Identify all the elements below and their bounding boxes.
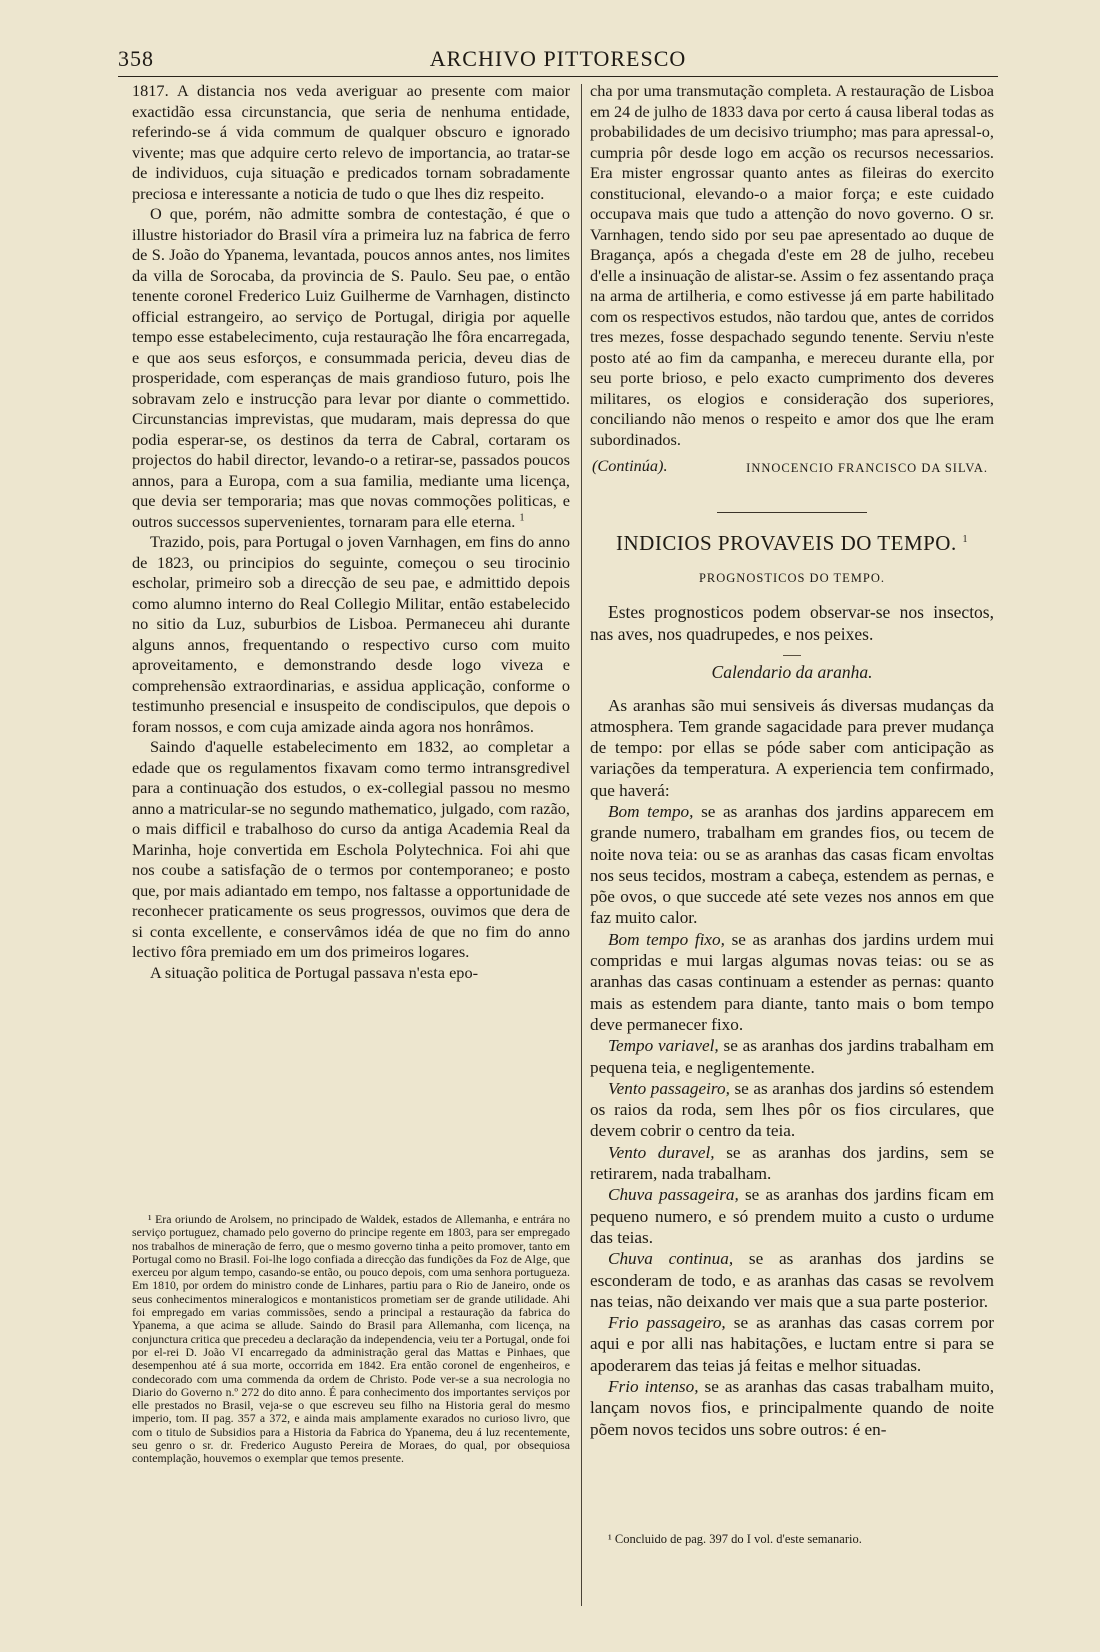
entry-term: Vento duravel, — [608, 1142, 715, 1162]
entry-text: se as aranhas das casas trabalham muito, lançam novos fios, e principalmente quando de noite põem novos tecidos uns sobre outros: é en- — [590, 1377, 994, 1439]
entry-text: se as aranhas dos jardins urdem mui compridas e mui largas algumas novas teias: ou se as aranhas das casas continuam a estender as pernas: quanto mais as estendem para diante, tanto mais o bom tempo deve permanecer fixo. — [590, 929, 994, 1034]
paragraph-text: O que, porém, não admitte sombra de contestação, é que o illustre historiador do Brasil víra a primeira luz na fabrica de ferro de S. João do Ypanema, levantada, poucos annos antes, nos limites da villa de Sorocaba, da provincia de S. Paulo. Seu pae, o então tenente coronel Frederico Luiz Guilherme de Varnhagen, distincto official estrangeiro, ao serviço de Portugal, dirigia por aquelle tempo esse estabelecimento, cuja restauração lhe fôra encarregada, e que aos seus esforços, e consummada pericia, deveu dias de prosperidade, com esperanças de mais grandioso futuro, pois lhe sobravam zelo e instrucção para levar por diante o commettido. Circunstancias imprevistas, que mudaram, mais depressa do que podia esperar-se, os destinos da terra de Cabral, cortaram os projectos do habil director, levando-o a retirar-se, passados poucos annos, para a Europa, com a sua familia, mediante uma licença, que devia ser temporaria; mas que novas commoções politicas, e outros successos supervenientes, tornaram para elle eterna. — [132, 204, 570, 531]
section-subtitle: PROGNOSTICOS DO TEMPO. — [698, 570, 886, 585]
entry-text: se as aranhas dos jardins, sem se retirarem, nada trabalham. — [590, 1142, 995, 1184]
running-head: ARCHIVO PITTORESCO — [429, 46, 687, 71]
signature-row — [590, 456, 994, 478]
entry-term: Chuva passageira, — [608, 1185, 739, 1205]
weather-entry — [590, 1035, 994, 1078]
calendar-title: Calendario da aranha. — [711, 662, 873, 682]
right-column — [590, 81, 994, 1440]
weather-entry — [590, 801, 994, 929]
section-title — [590, 533, 994, 554]
weather-entry — [590, 1184, 994, 1248]
entry-text: se as aranhas dos jardins trabalham em pequena teia, e negligentemente. — [590, 1036, 994, 1077]
paragraph: cha por uma transmutação completa. A restauração de Lisboa em 24 de julho de 1833 dava por certo á causa liberal todas as probabilidades de um decisivo triumpho; mas para apressal-o, cumpria pôr desde logo em acção os recursos necessarios. Era mister engrossar quanto antes as fileiras do exercito constitucional, elevando-o a maior força; e este cuidado occupava mais que tudo a attenção do novo governo. O sr. Varnhagen, tendo sido por seu pae apresentado ao duque de Bragança, após a chegada d'este em 28 de julho, recebeu d'elle a insinuação de alistar-se. Assim o fez assentando praça na arma de artilheria, e como estivesse já em parte habilitado com os respectivos estudos, não tardou que, antes de corridos tres mezes, fosse despachado segundo tenente. Serviu n'este posto até ao fim da campanha, e mereceu durante ella, por seu porte brioso, e pelo exacto cumprimento dos deveres militares, os elogios e consideração dos superiores, conciliando não menos o respeito e amor dos que lhe eram subordinados. — [590, 81, 994, 449]
weather-entry — [590, 1312, 994, 1376]
paragraph: 1817. A distancia nos veda averiguar ao presente com maior exactidão essa circunstancia, que seria de nenhuma entidade, referindo-se á vida commum de qualquer obscuro e ignorado vivente; mas que adquire certo relevo de importancia, ao tratar-se de individuos, cuja situação e predicados tornam sobradamente preciosa e interessante a noticia de tudo o que lhes diz respeito. — [132, 81, 570, 203]
lead-paragraph: Estes prognosticos podem observar-se nos insectos, nas aves, nos quadrupedes, e nos peixes. — [590, 602, 994, 644]
section-divider — [717, 512, 867, 513]
column-divider — [581, 84, 582, 1606]
paragraph: Trazido, pois, para Portugal o joven Varnhagen, em fins do anno de 1823, ou principios do seguinte, começou o seu tirocinio escholar, primeiro sob a direcção de seu pae, e admittido depois como alumno interno do Real Collegio Militar, então estabelecido no sitio da Luz, suburbios de Lisboa. Permaneceu ahi durante alguns annos, frequentando o respectivo curso com muito aproveitamento, e demonstrando desde logo viveza e comprehensão extraordinarias, e assidua applicação, conforme o testimunho presencial e insuspeito de condiscipulos, que depois o foram nossos, e com cuja amizade ainda agora nos honrâmos. — [132, 532, 570, 736]
entry-text: se as aranhas dos jardins apparecem em grande numero, trabalham em grandes fios, ou tecem de noite nova teia: ou se as aranhas das casas ficam envoltas nos seus tecidos, mostram a cabeça, estendem as pernas, e põe ovos, o que succede até sete vezes nos annos em que faz muito calor. — [590, 801, 994, 928]
weather-entry — [590, 1078, 994, 1142]
footnote-text: ¹ Era oriundo de Arolsem, no principado de Waldek, estados de Allemanha, e entrára no serviço portuguez, chamado pelo governo do principe regente em 1803, para ser empregado nos trabalhos de mineração de ferro, que o mesmo governo tinha a peito promover, tanto em Portugal como no Brasil. Foi-lhe logo confiada a direcção das fundições da Foz de Alge, que exerceu por algum tempo, casando-se então, ou pouco depois, com uma senhora portugueza. Em 1810, por ordem do ministro conde de Linhares, partiu para o Rio de Janeiro, onde os seus conhecimentos mineralogicos e montanisticos prometiam ser de grande utilidade. Ahi foi empregado em varias commissões, sendo a principal a restauração da fabrica do Ypanema, a que acima se allude. Saindo do Brasil para Allemanha, com licença, na conjunctura critica que precedeu a declaração da independencia, veiu ter a Portugal, onde foi por el-rei D. João VI encarregado da administração geral das Mattas e Pinhaes, que desempenhou até á sua morte, occorrida em 1842. Era então coronel de engenheiros, e condecorado com uma commenda da ordem de Christo. Pode ver-se a sua necrologia no Diario do Governo n.º 272 do dito anno. É para conhecimento dos importantes serviços por elle prestados no Brasil, veja-se o que escreveu seu filho na Historia geral do mesmo imperio, tom. II pag. 357 a 372, e ainda mais amplamente exarados no curioso livro, que com o titulo de Subsidios para a Historia da Fabrica do Ypanema, deu á luz recentemente, seu genro o sr. dr. Frederico Augusto Pereira de Moraes, do qual, por obsequiosa contemplação, houvemos o exemplar que temos presente. — [132, 1212, 571, 1466]
footnote-marker: 1 — [519, 512, 525, 524]
right-footnote: ¹ Concluido de pag. 397 do I vol. d'este semanario. — [608, 1532, 862, 1546]
weather-entry — [590, 929, 994, 1035]
entry-term: Vento passageiro, — [608, 1078, 730, 1098]
paragraph — [132, 204, 570, 532]
entry-text: se as aranhas das casas correm por aqui e por alli nas habitações, e luctam entre si para se apoderarem das teias já feitas e melhor situadas. — [590, 1313, 995, 1375]
footnote-marker: 1 — [962, 534, 968, 545]
section-title-text: INDICIOS PROVAVEIS DO TEMPO. — [616, 531, 957, 555]
entry-term: Bom tempo fixo, — [608, 929, 725, 949]
short-rule — [783, 655, 801, 656]
entry-text: se as aranhas dos jardins só estendem os raios da roda, sem lhes pôr os fios circulares, que devem cobrir o centro da teia. — [590, 1078, 994, 1141]
left-footnote — [132, 1213, 570, 1466]
continued-label: (Continúa). — [592, 456, 668, 475]
entry-text: se as aranhas dos jardins ficam em pequeno numero, e só prendem muito a custo o urdume das teias. — [590, 1185, 994, 1247]
entry-term: Frio intenso, — [608, 1377, 699, 1396]
paragraph: Saindo d'aquelle estabelecimento em 1832, ao completar a edade que os regulamentos fixavam como termo intransgredivel para a continuação dos estudos, o ex-collegial passou no mesmo anno a matricular-se no segundo mathematico, julgado, com razão, o mais difficil e trabalhoso do curso da antiga Academia Real da Marinha, hoje convertida em Eschola Polytechnica. Foi ahi que nos coube a satisfação de o termos por contemporaneo; e posto que, por mais adiantado em tempo, nos faltasse a opportunidade de reconhecer praticamente os seus progressos, ouvimos que dera de si conta excellente, e conservâmos idéa de que no fim do anno lectivo fôra premiado em um dos primeiros logares. — [132, 737, 570, 961]
header-rule — [118, 76, 998, 77]
weather-entry — [590, 1248, 994, 1312]
weather-entry — [590, 1142, 994, 1185]
intro-paragraph: As aranhas são mui sensiveis ás diversas mudanças da atmosphera. Tem grande sagacidade para prever mudança de tempo: por ellas se póde saber com anticipação as variações da temperatura. A experiencia tem confirmado, que haverá: — [590, 695, 994, 800]
entry-term: Chuva continua, — [608, 1249, 734, 1269]
weather-entry — [590, 1376, 994, 1440]
entry-term: Frio passageiro, — [608, 1313, 726, 1333]
page-header — [118, 42, 998, 76]
entry-term: Bom tempo, — [608, 801, 694, 821]
left-column — [132, 81, 570, 983]
entry-text: se as aranhas dos jardins se esconderam de todo, e as aranhas das casas se revolvem nas teias, não deixando ver mais que a sua parte posterior. — [590, 1249, 994, 1311]
author-signature: INNOCENCIO FRANCISCO DA SILVA. — [746, 461, 988, 475]
entry-term: Tempo variavel, — [608, 1036, 719, 1056]
page-number: 358 — [118, 46, 154, 71]
paragraph: A situação politica de Portugal passava n'esta epo- — [150, 962, 479, 982]
